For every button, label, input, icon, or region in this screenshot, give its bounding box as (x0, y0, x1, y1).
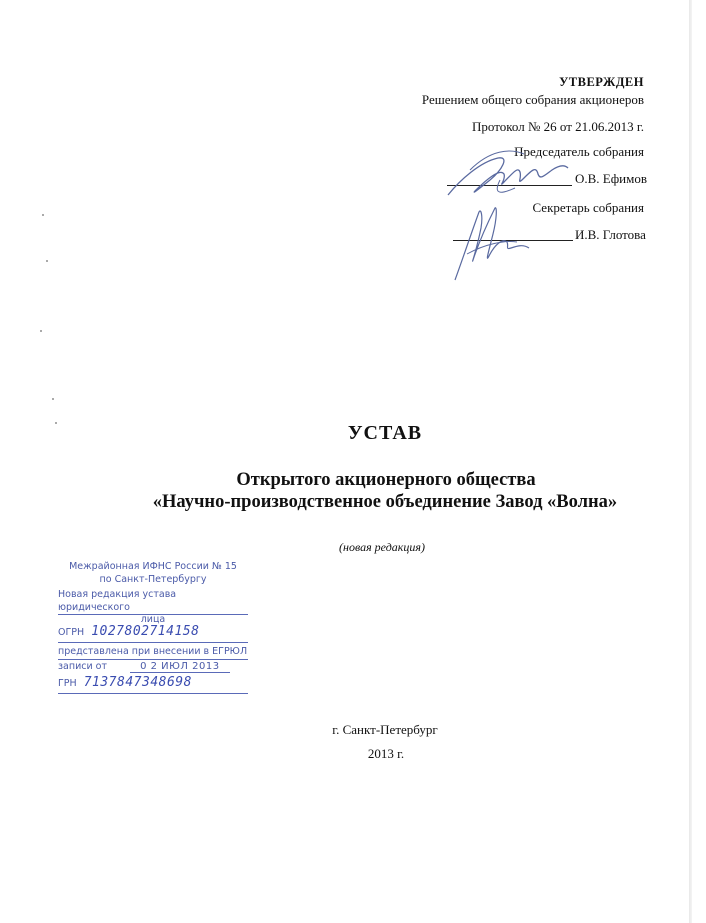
stamp-date-label: записи от (58, 660, 108, 672)
org-line-1: Открытого акционерного общества (236, 470, 536, 490)
secretary-signature (445, 198, 545, 288)
stamp-authority: Межрайонная ИФНС России № 15 (69, 561, 237, 572)
edition-note: (новая редакция) (339, 540, 425, 554)
stamp-ogrn-label: ОГРН (58, 627, 85, 638)
secretary-role: Секретарь собрания (532, 200, 644, 215)
document-city: г. Санкт-Петербург (332, 722, 438, 737)
scan-mark (42, 214, 44, 216)
org-line-2: «Научно-производственное объединение Завод «Волна» (152, 492, 618, 512)
approval-block (422, 74, 644, 135)
approval-title: УТВЕРЖДЕН (559, 75, 644, 89)
scan-mark (46, 260, 48, 262)
scan-mark (52, 398, 54, 400)
secretary-name: И.В. Глотова (575, 227, 646, 242)
stamp-entity: лица (140, 614, 166, 625)
registration-stamp (58, 561, 248, 694)
chair-name: О.В. Ефимов (575, 171, 647, 186)
stamp-grn-label: ГРН (58, 677, 77, 689)
page-edge (689, 0, 692, 923)
stamp-ogrn-row (58, 626, 248, 643)
stamp-region: по Санкт-Петербургу (99, 573, 207, 585)
approval-protocol: Протокол № 26 от 21.06.2013 г. (472, 119, 644, 134)
document-year: 2013 г. (367, 746, 405, 761)
document-title: УСТАВ (347, 422, 423, 444)
stamp-submitted: представлена при внесении в ЕГРЮЛ (58, 646, 248, 660)
stamp-ogrn-value: 1027802714158 (91, 624, 200, 639)
scan-mark (40, 330, 42, 332)
stamp-new-edition: Новая редакция устава юридического (58, 589, 248, 615)
stamp-date-value: 0 2 ИЮЛ 2013 (130, 661, 230, 673)
approval-decision: Решением общего собрания акционеров (421, 92, 644, 107)
stamp-grn-value: 7137847348698 (83, 674, 192, 690)
chair-role: Председатель собрания (514, 144, 644, 159)
stamp-grn-row (58, 674, 248, 694)
